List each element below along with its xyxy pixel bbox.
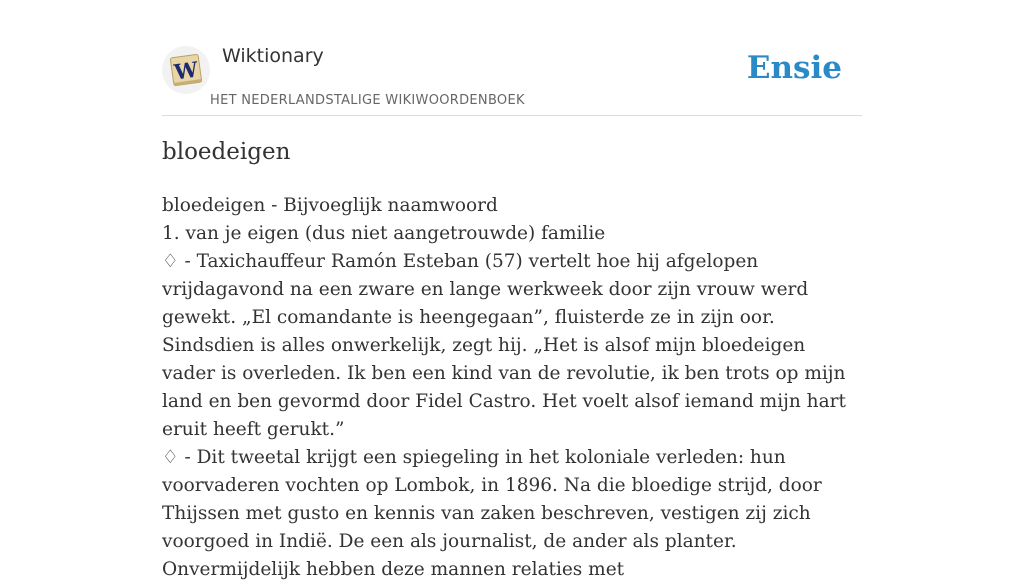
entry-body: [162, 192, 862, 584]
definition-heading: bloedeigen - Bijvoeglijk naamwoord: [162, 195, 498, 216]
wiktionary-tile-icon: [162, 46, 210, 94]
site-header: [162, 0, 862, 116]
site-name[interactable]: Wiktionary: [222, 45, 324, 67]
page: [162, 0, 862, 580]
example-quote: ♢ - Dit tweetal krijgt een spiegeling in het koloniale verleden: hun voorvaderen vochten op Lombok, in 1896. Na die bloedige strijd, door Thijssen met gusto en kennis van zaken beschreven, vestigen zij zich voorgoed in Indië. De een als journalist, de ander als planter. Onvermijdelijk hebben deze mannen relaties met: [162, 447, 822, 580]
logo-letter: W: [172, 56, 200, 85]
wiktionary-logo-icon[interactable]: [162, 46, 210, 94]
definition-text: 1. van je eigen (dus niet aangetrouwde) familie: [162, 223, 606, 244]
example-quote: ♢ - Taxichauffeur Ramón Esteban (57) vertelt hoe hij afgelopen vrijdagavond na een zware en lange werkweek door zijn vrouw werd gewekt. „El comandante is heengegaan”, fluisterde ze in zijn oor. Sindsdien is alles onwerkelijk, zegt hij. „Het is alsof mijn bloedeigen vader is overleden. Ik ben een kind van de revolutie, ik ben trots op mijn land en ben gevormd door Fidel Castro. Het voelt alsof iemand mijn hart eruit heeft gerukt.”: [162, 251, 846, 440]
ensie-brand-link[interactable]: Ensie: [746, 50, 842, 86]
site-tagline: HET NEDERLANDSTALIGE WIKIWOORDENBOEK: [210, 93, 525, 108]
page-title: bloedeigen: [162, 139, 291, 165]
